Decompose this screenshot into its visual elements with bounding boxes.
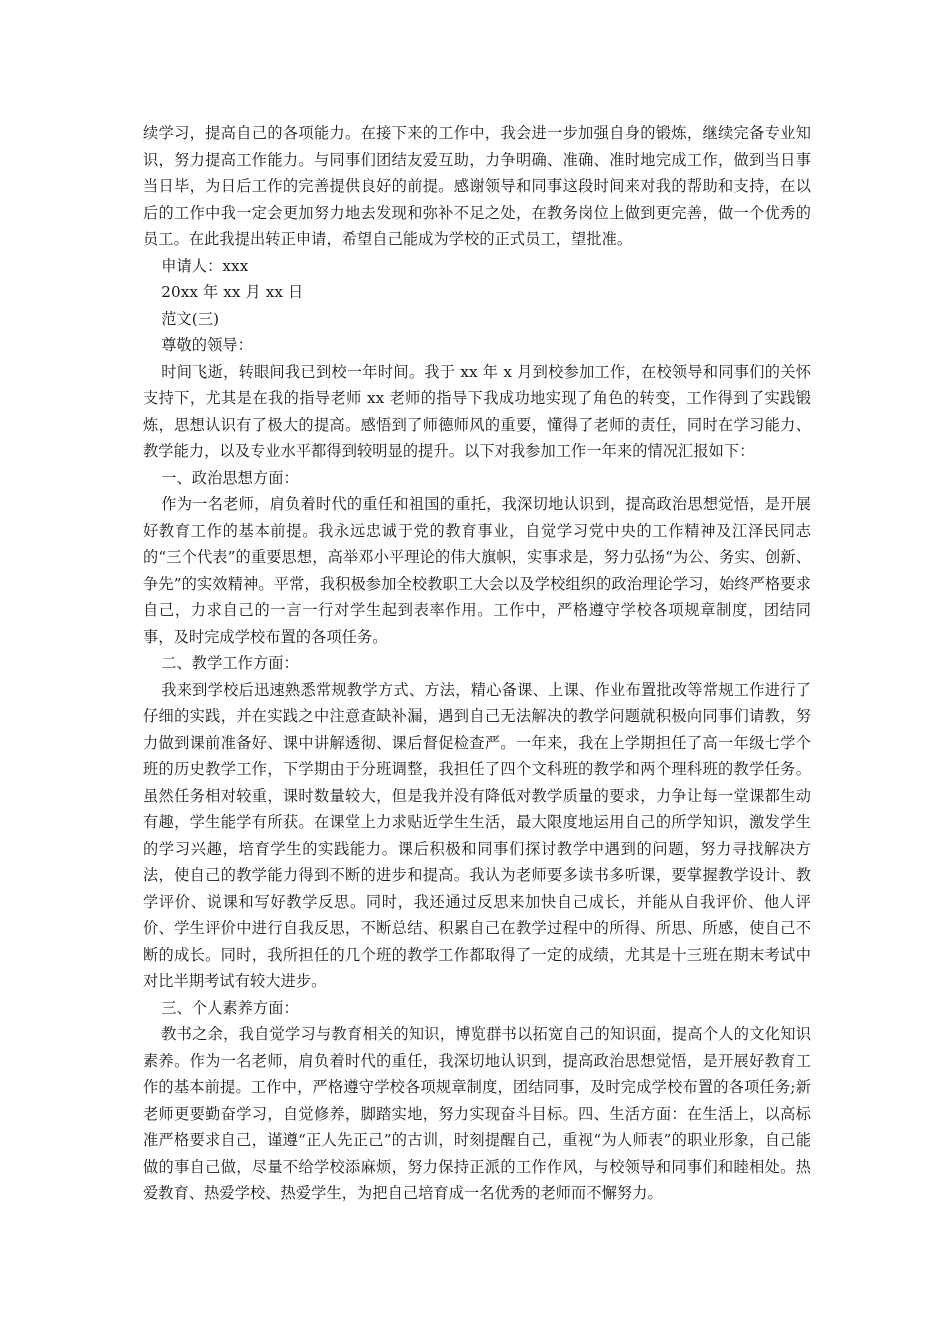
section-body-politics: 作为一名老师，肩负着时代的重任和祖国的重托，我深切地认识到，提高政治思想觉悟，是开展好教育工作的基本前提。我永远忠诚于党的教育事业，自觉学习党中央的工作精神及江泽民同志的“三个代表”的重要思想，高举邓小平理论的伟大旗帜，实事求是，努力弘扬“为公、务实、创新、争先”的实效精神。平常，我积极参加全校教职工大会以及学校组织的政治理论学习，始终严格要求自己，力求自己的一言一行对学生起到表率作用。工作中，严格遵守学校各项规章制度，团结同事，及时完成学校布置的各项任务。	[143, 495, 811, 646]
section-body-teaching: 我来到学校后迅速熟悉常规教学方式、方法，精心备课、上课、作业布置批改等常规工作进行了仔细的实践，并在实践之中注意查缺补漏，遇到自己无法解决的教学问题就积极向同事们请教，努力做到课前准备好、课中讲解透彻、课后督促检查严。一年来，我在上学期担任了高一年级七学个班的历史教学工作，下学期由于分班调整，我担任了四个文科班的教学和两个理科班的教学任务。虽然任务相对较重，课时数量较大，但是我并没有降低对教学质量的要求，力争让每一堂课都生动有趣，学生能学有所获。在课堂上力求贴近学生生活，最大限度地运用自己的所学知识，激发学生的学习兴趣，培育学生的实践能力。课后积极和同事们探讨教学中遇到的问题，努力寻找解决方法，使自己的教学能力得到不断的进步和提高。我认为老师要多读书多听课，要掌握教学设计、教学评价、说课和写好教学反思。同时，我还通过反思来加快自己成长，并能从自我评价、他人评价、学生评价中进行自我反思，不断总结、积累自己在教学过程中的所得、所思、所感，使自己不断的成长。同时，我所担任的几个班的教学工作都取得了一定的成绩，尤其是十三班在期末考试中对比半期考试有较大进步。	[143, 680, 811, 990]
intro-paragraph: 续学习，提高自己的各项能力。在接下来的工作中，我会进一步加强自身的锻炼，继续完备专业知识，努力提高工作能力。与同事们团结友爱互助，力争明确、准确、准时地完成工作，做到当日事当日毕，为日后工作的完善提供良好的前提。感谢领导和同事这段时间来对我的帮助和支持，在以后的工作中我一定会更加努力地去发现和弥补不足之处，在教务岗位上做到更完善，做一个优秀的员工。在此我提出转正申请，希望自己能成为学校的正式员工，望批准。	[143, 124, 811, 248]
section-heading-personal: 三、个人素养方面：	[161, 998, 299, 1017]
date-line: 20xx 年 xx 月 xx 日	[161, 283, 304, 301]
sample-title: 范文(三)	[161, 309, 220, 328]
document-page	[143, 120, 811, 1207]
overview-paragraph: 时间飞逝，转眼间我已到校一年时间。我于 xx 年 x 月到校参加工作，在校领导和同事们的关怀支持下，尤其是在我的指导老师 xx 老师的指导下我成功地实现了角色的转变，工作得到了实践锻炼，思想认识有了极大的提高。感悟到了师德师风的重要，懂得了老师的责任，同时在学习能力、教学能力，以及专业水平都得到较明显的提升。以下对我参加工作一年来的情况汇报如下：	[143, 362, 811, 460]
section-heading-teaching: 二、教学工作方面：	[161, 654, 299, 672]
section-body-personal: 教书之余，我自觉学习与教育相关的知识，博览群书以拓宽自己的知识面，提高个人的文化知识素养。作为一名老师，肩负着时代的重任，我深切地认识到，提高政治思想觉悟，是开展好教育工作的基本前提。工作中，严格遵守学校各项规章制度，团结同事，及时完成学校布置的各项任务;新老师更要勤奋学习，自觉修养，脚踏实地，努力实现奋斗目标。四、生活方面：在生活上，以高标准严格要求自己，谨遵“正人先正己”的古训，时刻提醒自己，重视“为人师表”的职业形象，自己能做的事自己做，尽量不给学校添麻烦，努力保持正派的工作作风，与校领导和同事们和睦相处。热爱教育、热爱学校、热爱学生，为把自己培育成一名优秀的老师而不懈努力。	[143, 1025, 811, 1202]
section-heading-politics: 一、政治思想方面：	[161, 468, 299, 487]
applicant-line: 申请人：xxx	[161, 256, 249, 275]
salutation: 尊敬的领导：	[161, 336, 253, 354]
